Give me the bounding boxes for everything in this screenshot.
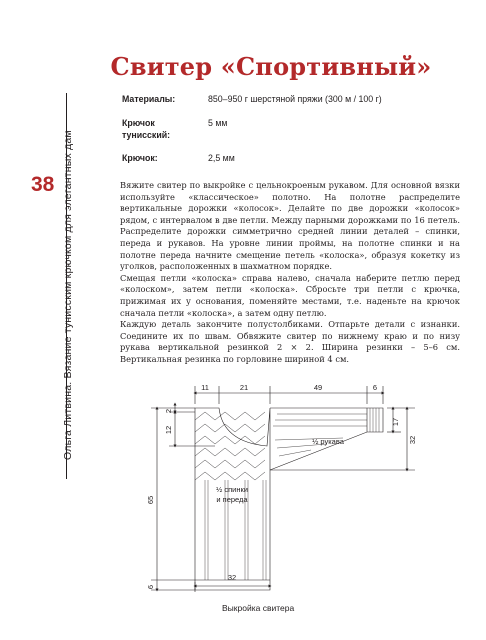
sweater-pattern-diagram <box>115 380 435 595</box>
label-sleeve: ½ рукава <box>312 437 344 446</box>
diagram-caption: Выкройка свитера <box>222 603 295 613</box>
dim-top-3: 49 <box>313 383 323 392</box>
cuff-ribbing <box>370 408 379 432</box>
label-body-line2: и переда <box>216 495 248 504</box>
materials-label: Материалы: <box>122 94 176 104</box>
body-paragraph: Смещая петли «колоска» справа налево, сначала наберите петлю перед «колоском», затем петли «колоска». Сбросьте три петли с крючка, прижимая их у основания, поменяйте местами, т.е. наденьте на крючок сначала петли «колоска», а затем одну петлю. <box>120 272 460 318</box>
page-title: Свитер «Спортивный» <box>110 52 432 81</box>
dim-right-32: 32 <box>408 435 417 445</box>
label-body-line1: ½ спинки <box>216 485 248 494</box>
tunisian-hook-value: 5 мм <box>208 118 228 128</box>
materials-value: 850–950 г шерстяной пряжи (300 м / 100 г) <box>208 94 382 104</box>
page-number: 38 <box>31 173 55 196</box>
dim-left-2: 2 <box>164 408 173 414</box>
dim-left-6: 6 <box>146 584 155 590</box>
hook-value: 2,5 мм <box>208 153 235 163</box>
dim-top-4: 6 <box>372 383 378 392</box>
running-header: Ольга Литвина. Вязание тунисским крючком для элегантных дам <box>62 130 74 460</box>
tunisian-hook-label: Крючок тунисский: <box>122 118 171 140</box>
dim-left-12: 12 <box>164 425 173 435</box>
dim-top-1: 11 <box>201 383 209 392</box>
hook-label: Крючок: <box>122 153 158 163</box>
body-paragraph: Вяжите свитер по выкройке с цельнокроеным рукавом. Для основной вязки используйте «классическое» полотно. На полотне распределите вертикальные дорожки «колосок». Делайте по две дорожки «колосок» рядом, с интервалом в две петли. Между парными дорожками по 16 петель. Распределите дорожки симметрично средней линии деталей – спинки, переда и рукавов. На уровне линии проймы, на полотне спинки и на полотне переда начните смещение петель «колоска», образуя кокетку из уголков, расположенных в шахматном порядке. <box>120 180 460 272</box>
dim-top-2: 21 <box>239 383 249 392</box>
body-paragraph: Каждую деталь закончите полустолбиками. Отпарьте детали с изнанки. Соедините их по швам. Обвяжите свитер по нижнему краю и по низу рукава вертикальной резинкой 2 × 2. Ширина резинки – 5–6 см. Вертикальная резинка по горловине шириной 4 см. <box>120 319 460 364</box>
dim-left-65: 65 <box>146 495 155 505</box>
dim-right-17: 17 <box>391 417 400 427</box>
body-text <box>120 180 460 366</box>
dim-bottom-32: 32 <box>227 573 237 582</box>
